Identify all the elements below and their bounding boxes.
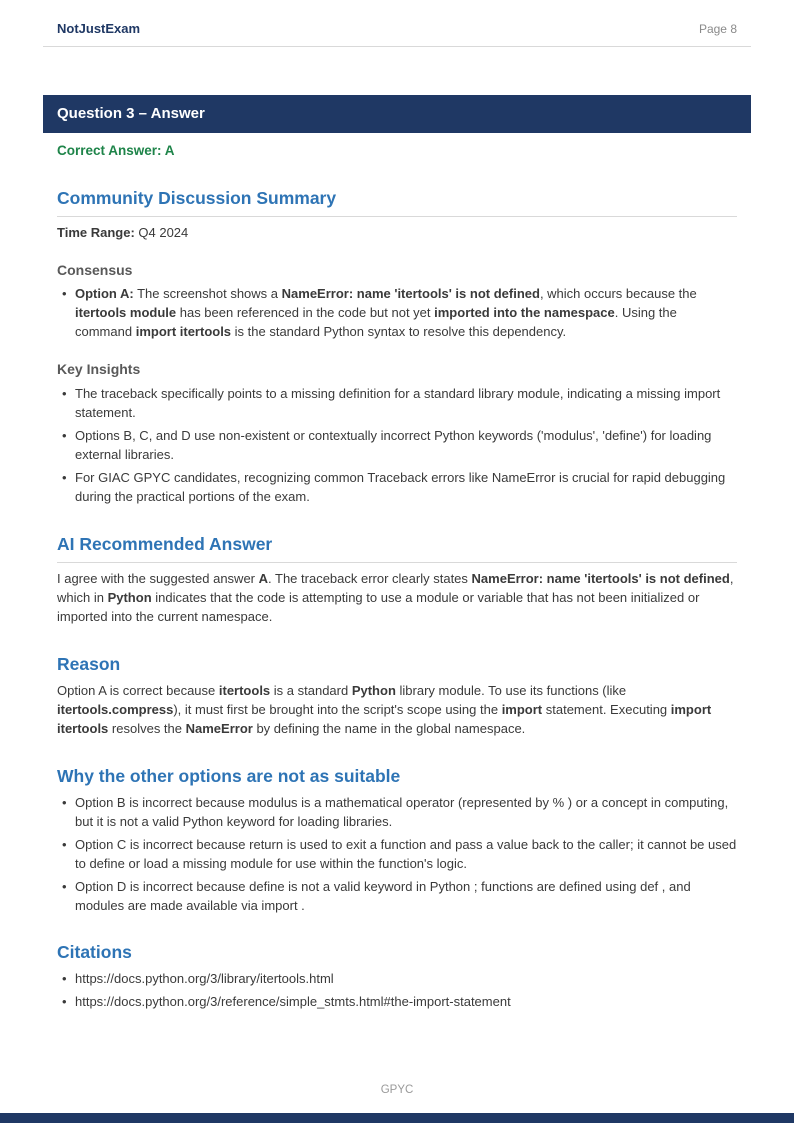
- footer-bar: [0, 1113, 794, 1123]
- citation-link: • https://docs.python.org/3/reference/simple_stmts.html#the-import-statement: [57, 993, 737, 1012]
- citation-link: • https://docs.python.org/3/library/itertools.html: [57, 970, 737, 989]
- consensus-bullet-option-a: • Option A: The screenshot shows a NameError: name 'itertools' is not defined, which occurs because the itertools module has been referenced in the code but not yet imported into the namespace. Using the command import itertools is the standard Python syntax to resolve this dependency.: [57, 285, 737, 342]
- question-answer-banner: [43, 95, 751, 133]
- key-insight-item: • Options B, C, and D use non-existent or contextually incorrect Python keywords ('modulus', 'define') for loading external libraries.: [57, 427, 737, 465]
- correct-answer-label: Correct Answer: A: [57, 142, 175, 158]
- question-answer-banner-title: Question 3 – Answer: [57, 104, 205, 122]
- why-other-options-heading: Why the other options are not as suitable: [57, 765, 401, 786]
- citations-heading: Citations: [57, 942, 132, 963]
- key-insight-item: • The traceback specifically points to a missing definition for a standard library module, indicating a missing import statement.: [57, 385, 737, 423]
- consensus-heading: Consensus: [57, 261, 133, 278]
- community-discussion-heading: Community Discussion Summary: [57, 188, 737, 217]
- key-insights-heading: Key Insights: [57, 361, 141, 378]
- ai-recommended-answer-heading: AI Recommended Answer: [57, 534, 737, 563]
- document-content: [0, 95, 794, 1012]
- footer-label: GPYC: [380, 1084, 414, 1097]
- key-insight-item: • For GIAC GPYC candidates, recognizing common Traceback errors like NameError is crucial for rapid debugging during the practical portions of the exam.: [57, 469, 737, 507]
- page-header: [43, 0, 751, 47]
- why-not-option-c: • Option C is incorrect because return is used to exit a function and pass a value back to the caller; it cannot be used to define or load a missing module for use within the function's logic.: [57, 836, 737, 874]
- page-number: Page 8: [698, 22, 737, 37]
- reason-body: Option A is correct because itertools is a standard Python library module. To use its functions (like itertools.compress), it must first be brought into the script's scope using the import statement. Executing import itertools resolves the NameError by defining the name in the global namespace.: [57, 682, 712, 736]
- time-range-line: Time Range: Q4 2024: [57, 224, 189, 240]
- why-not-option-b: • Option B is incorrect because modulus is a mathematical operator (represented by % ) or a concept in computing, but it is not a valid Python keyword for loading libraries.: [57, 794, 737, 832]
- reason-heading: Reason: [57, 653, 121, 674]
- why-not-option-d: • Option D is incorrect because define is not a valid keyword in Python ; functions are defined using def , and modules are made available via import .: [57, 878, 737, 916]
- ai-recommended-answer-body: I agree with the suggested answer A. The traceback error clearly states NameError: name 'itertools' is not defined, which in Python indicates that the code is attempting to use a module or variable that has not been initialized or imported into the current namespace.: [57, 570, 734, 624]
- brand-title: NotJustExam: [57, 21, 141, 36]
